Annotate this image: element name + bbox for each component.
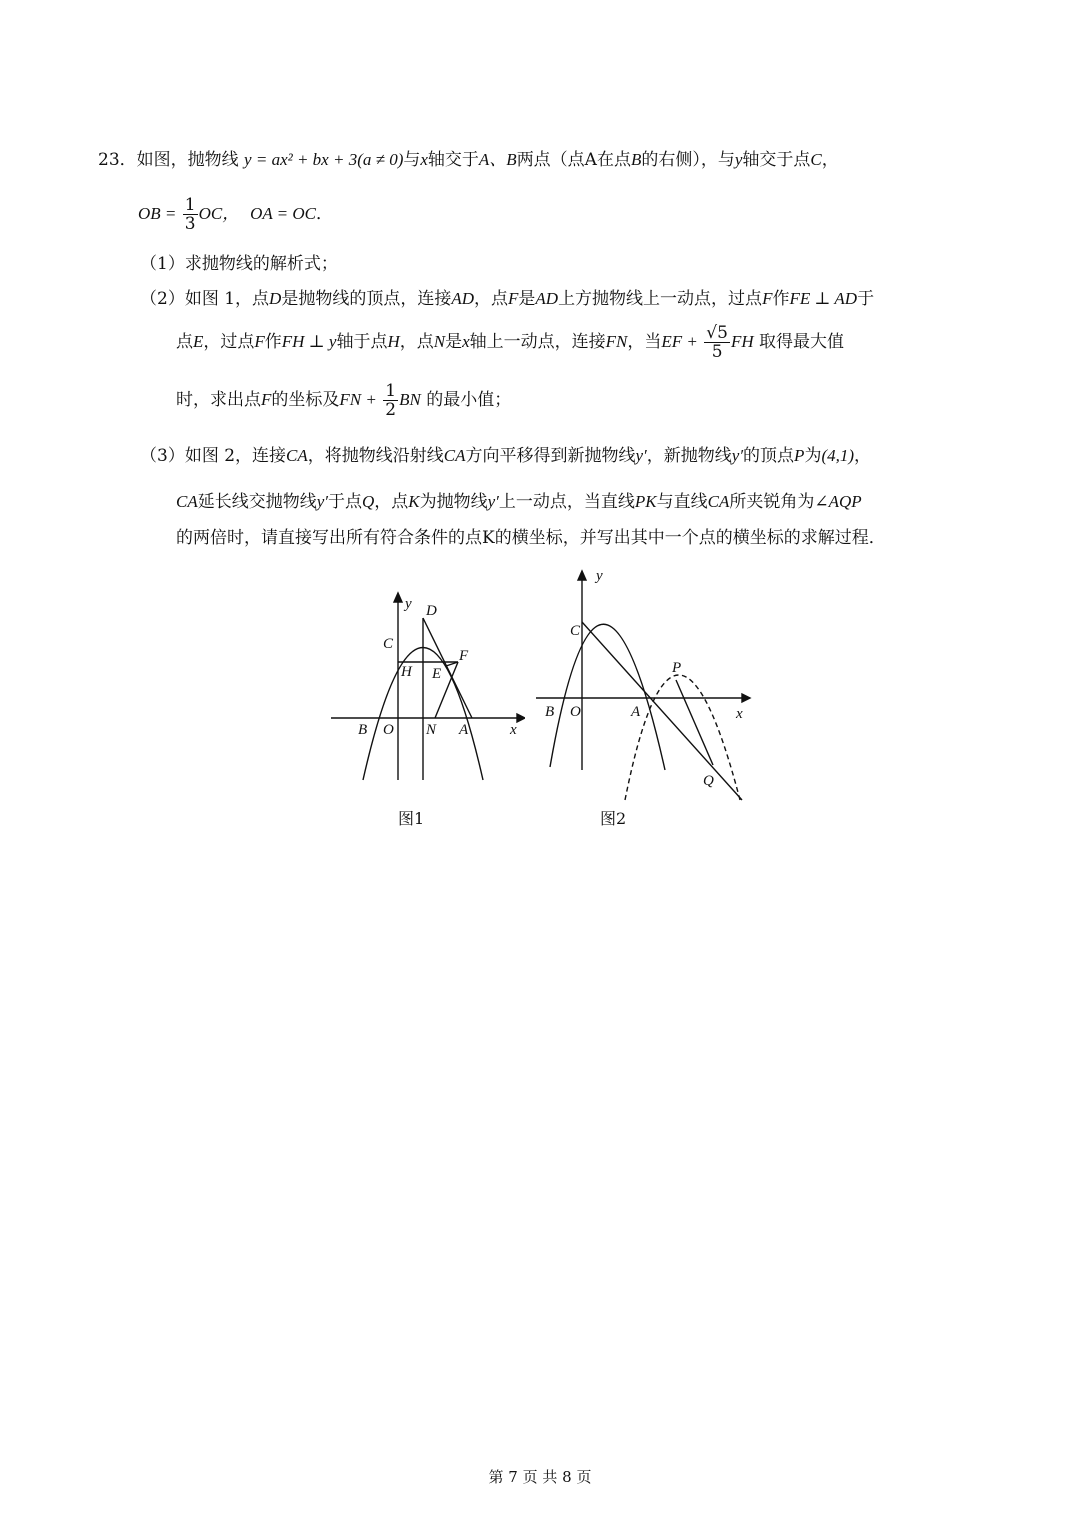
denominator: 2	[385, 400, 397, 420]
symbol: CA	[707, 492, 730, 511]
text-fragment: 轴交于	[427, 150, 479, 170]
numerator: √5	[706, 323, 728, 343]
parabola-equation: y = ax² + bx + 3	[244, 150, 358, 169]
part-2-line-1	[140, 287, 874, 311]
label-Q: Q	[703, 773, 714, 789]
label-x: x	[736, 706, 743, 722]
symbol: B	[630, 150, 642, 169]
symbol: x	[462, 332, 470, 351]
part-1	[140, 252, 338, 276]
text-fragment: 的右侧），与	[641, 150, 735, 170]
text-fragment: 延长线交抛物线	[197, 492, 317, 512]
label-N: N	[426, 722, 437, 738]
part-3-text: 的两倍时，请直接写出所有符合条件的点K的横坐标，并写出其中一个点的横坐标的求解过程．	[176, 528, 886, 548]
denominator: 3	[184, 214, 196, 234]
text-fragment: 所夹锐角为	[729, 492, 815, 512]
text-fragment: 作	[264, 332, 282, 352]
text-fragment: ，过点	[203, 332, 255, 352]
symbol: H	[387, 332, 400, 351]
symbol: AD	[535, 289, 559, 308]
symbol: BN	[399, 390, 421, 409]
denominator: 5	[711, 342, 723, 362]
label-x: x	[510, 722, 517, 738]
text-fragment: ，点	[474, 289, 508, 309]
label-E: E	[432, 666, 442, 682]
symbol: Q	[362, 492, 375, 511]
label-y: y	[405, 596, 412, 612]
text-fragment: （3）如图 2，连接	[140, 446, 287, 466]
text-fragment: 作	[772, 289, 790, 309]
symbol: CA	[443, 446, 466, 465]
text-fragment: ，新抛物线	[646, 446, 732, 466]
segment-PQ	[676, 680, 713, 765]
vertex-coordinate: (4,1)	[821, 446, 855, 465]
text-fragment: 与	[403, 150, 421, 170]
period: ．	[316, 204, 334, 224]
text-fragment: 轴于点	[336, 332, 388, 352]
text-fragment: ，当	[627, 332, 662, 352]
symbol: D	[269, 289, 282, 308]
text-fragment: 上一动点，当直线	[498, 492, 635, 512]
text-fragment: 是	[518, 289, 536, 309]
text-fragment: ，	[821, 150, 839, 170]
symbol: y	[734, 150, 743, 169]
symbol: P	[794, 446, 805, 465]
coefficient-condition: (a ≠ 0)	[357, 150, 404, 169]
x-arrow-icon	[742, 694, 750, 702]
ray-CA	[582, 622, 742, 800]
part-3-line-2	[176, 490, 862, 514]
y-arrow-icon	[578, 571, 586, 580]
label-O: O	[383, 722, 394, 738]
text-fragment: 时，求出点	[176, 390, 261, 410]
label-F: F	[459, 648, 469, 664]
symbol: y′	[635, 446, 647, 465]
text-fragment: ，将抛物线沿射线	[307, 446, 444, 466]
symbol: E	[193, 332, 204, 351]
label-D: D	[426, 603, 437, 619]
symbol: F	[762, 289, 773, 308]
symbol: AD	[451, 289, 474, 308]
angle-symbol: ∠AQP	[814, 492, 862, 511]
text-fragment: 于	[857, 289, 875, 309]
label-y: y	[596, 568, 603, 584]
symbol: A、B	[478, 150, 517, 169]
text-fragment: 于点	[328, 492, 362, 512]
question-line-2	[138, 196, 333, 233]
text-fragment: 是	[445, 332, 463, 352]
symbol: FH	[730, 332, 754, 351]
text-fragment: 的坐标及	[271, 390, 340, 410]
symbol: FN	[605, 332, 628, 351]
question-number: 23．	[98, 150, 137, 170]
label-P: P	[672, 660, 682, 676]
symbol: F	[261, 390, 272, 409]
text-fragment: ，点	[374, 492, 409, 512]
text-fragment: 方向平移得到新抛物线	[465, 446, 636, 466]
text-fragment: ，点	[399, 332, 434, 352]
perpendicular-expression: FE ⊥ AD	[789, 289, 858, 308]
question-line-1	[98, 148, 839, 172]
text-fragment: 轴交于点	[742, 150, 811, 170]
part-1-text: （1）求抛物线的解析式；	[140, 254, 338, 274]
text-fragment: 与直线	[656, 492, 708, 512]
symbol: F	[508, 289, 519, 308]
text-fragment: 的最小值；	[426, 390, 512, 410]
figure-2	[530, 560, 755, 810]
text-fragment: 的顶点	[743, 446, 795, 466]
page-footer: 第 7 页 共 8 页	[488, 1468, 592, 1486]
symbol: K	[408, 492, 420, 511]
figure-2-caption: 图2	[600, 809, 627, 828]
text-fragment: 轴上一动点，连接	[469, 332, 606, 352]
label-C: C	[570, 623, 581, 639]
label-B: B	[358, 722, 368, 738]
label-H: H	[401, 664, 412, 680]
fraction-sqrt5-over-5	[704, 324, 730, 361]
label-A: A	[459, 722, 469, 738]
text-fragment: 点	[176, 332, 193, 352]
text-fragment: 两点（点A在点	[516, 150, 631, 170]
part-3-line-1	[140, 444, 871, 468]
symbol: CA	[176, 492, 198, 511]
symbol: y′	[316, 492, 328, 511]
numerator: 1	[385, 381, 397, 401]
ob-expression: OB =	[138, 204, 177, 223]
text-fragment: 是抛物线的顶点，连接	[281, 289, 452, 309]
part-2-line-3	[176, 380, 511, 420]
symbol: y′	[487, 492, 499, 511]
numerator: 1	[184, 195, 196, 215]
text-fragment: （2）如图 1，点	[140, 289, 270, 309]
x-arrow-icon	[517, 714, 525, 722]
label-B: B	[545, 704, 555, 720]
oc-expression: OC，	[198, 204, 240, 223]
text-fragment: 上方抛物线上一动点，过点	[558, 289, 763, 309]
segment-AD	[423, 618, 472, 718]
text-fragment: ，	[854, 446, 872, 466]
fn-expression: FN +	[339, 390, 377, 409]
oa-equals-oc: OA = OC	[250, 204, 317, 223]
symbol: CA	[286, 446, 308, 465]
perpendicular-expression: FH ⊥ y	[281, 332, 337, 351]
figure-1	[325, 590, 525, 790]
symbol: y′	[731, 446, 744, 465]
part-3-line-3	[176, 526, 886, 550]
y-arrow-icon	[394, 593, 402, 602]
text-fragment: 为抛物线	[419, 492, 488, 512]
figure-1-caption: 图1	[398, 809, 425, 828]
question-text: 如图，抛物线	[136, 150, 239, 170]
fraction-one-third	[183, 196, 198, 233]
fraction-one-half	[383, 382, 398, 419]
symbol: PK	[634, 492, 657, 511]
label-O: O	[570, 704, 581, 720]
text-fragment: 为	[804, 446, 822, 466]
symbol: C	[810, 150, 822, 169]
original-parabola	[550, 624, 665, 770]
text-fragment: 取得最大值	[759, 332, 845, 352]
label-A: A	[631, 704, 641, 720]
symbol: x	[420, 150, 428, 169]
symbol: F	[254, 332, 265, 351]
part-2-line-2	[176, 322, 844, 362]
label-C: C	[383, 636, 394, 652]
ef-expression: EF +	[661, 332, 698, 351]
symbol: N	[433, 332, 446, 351]
